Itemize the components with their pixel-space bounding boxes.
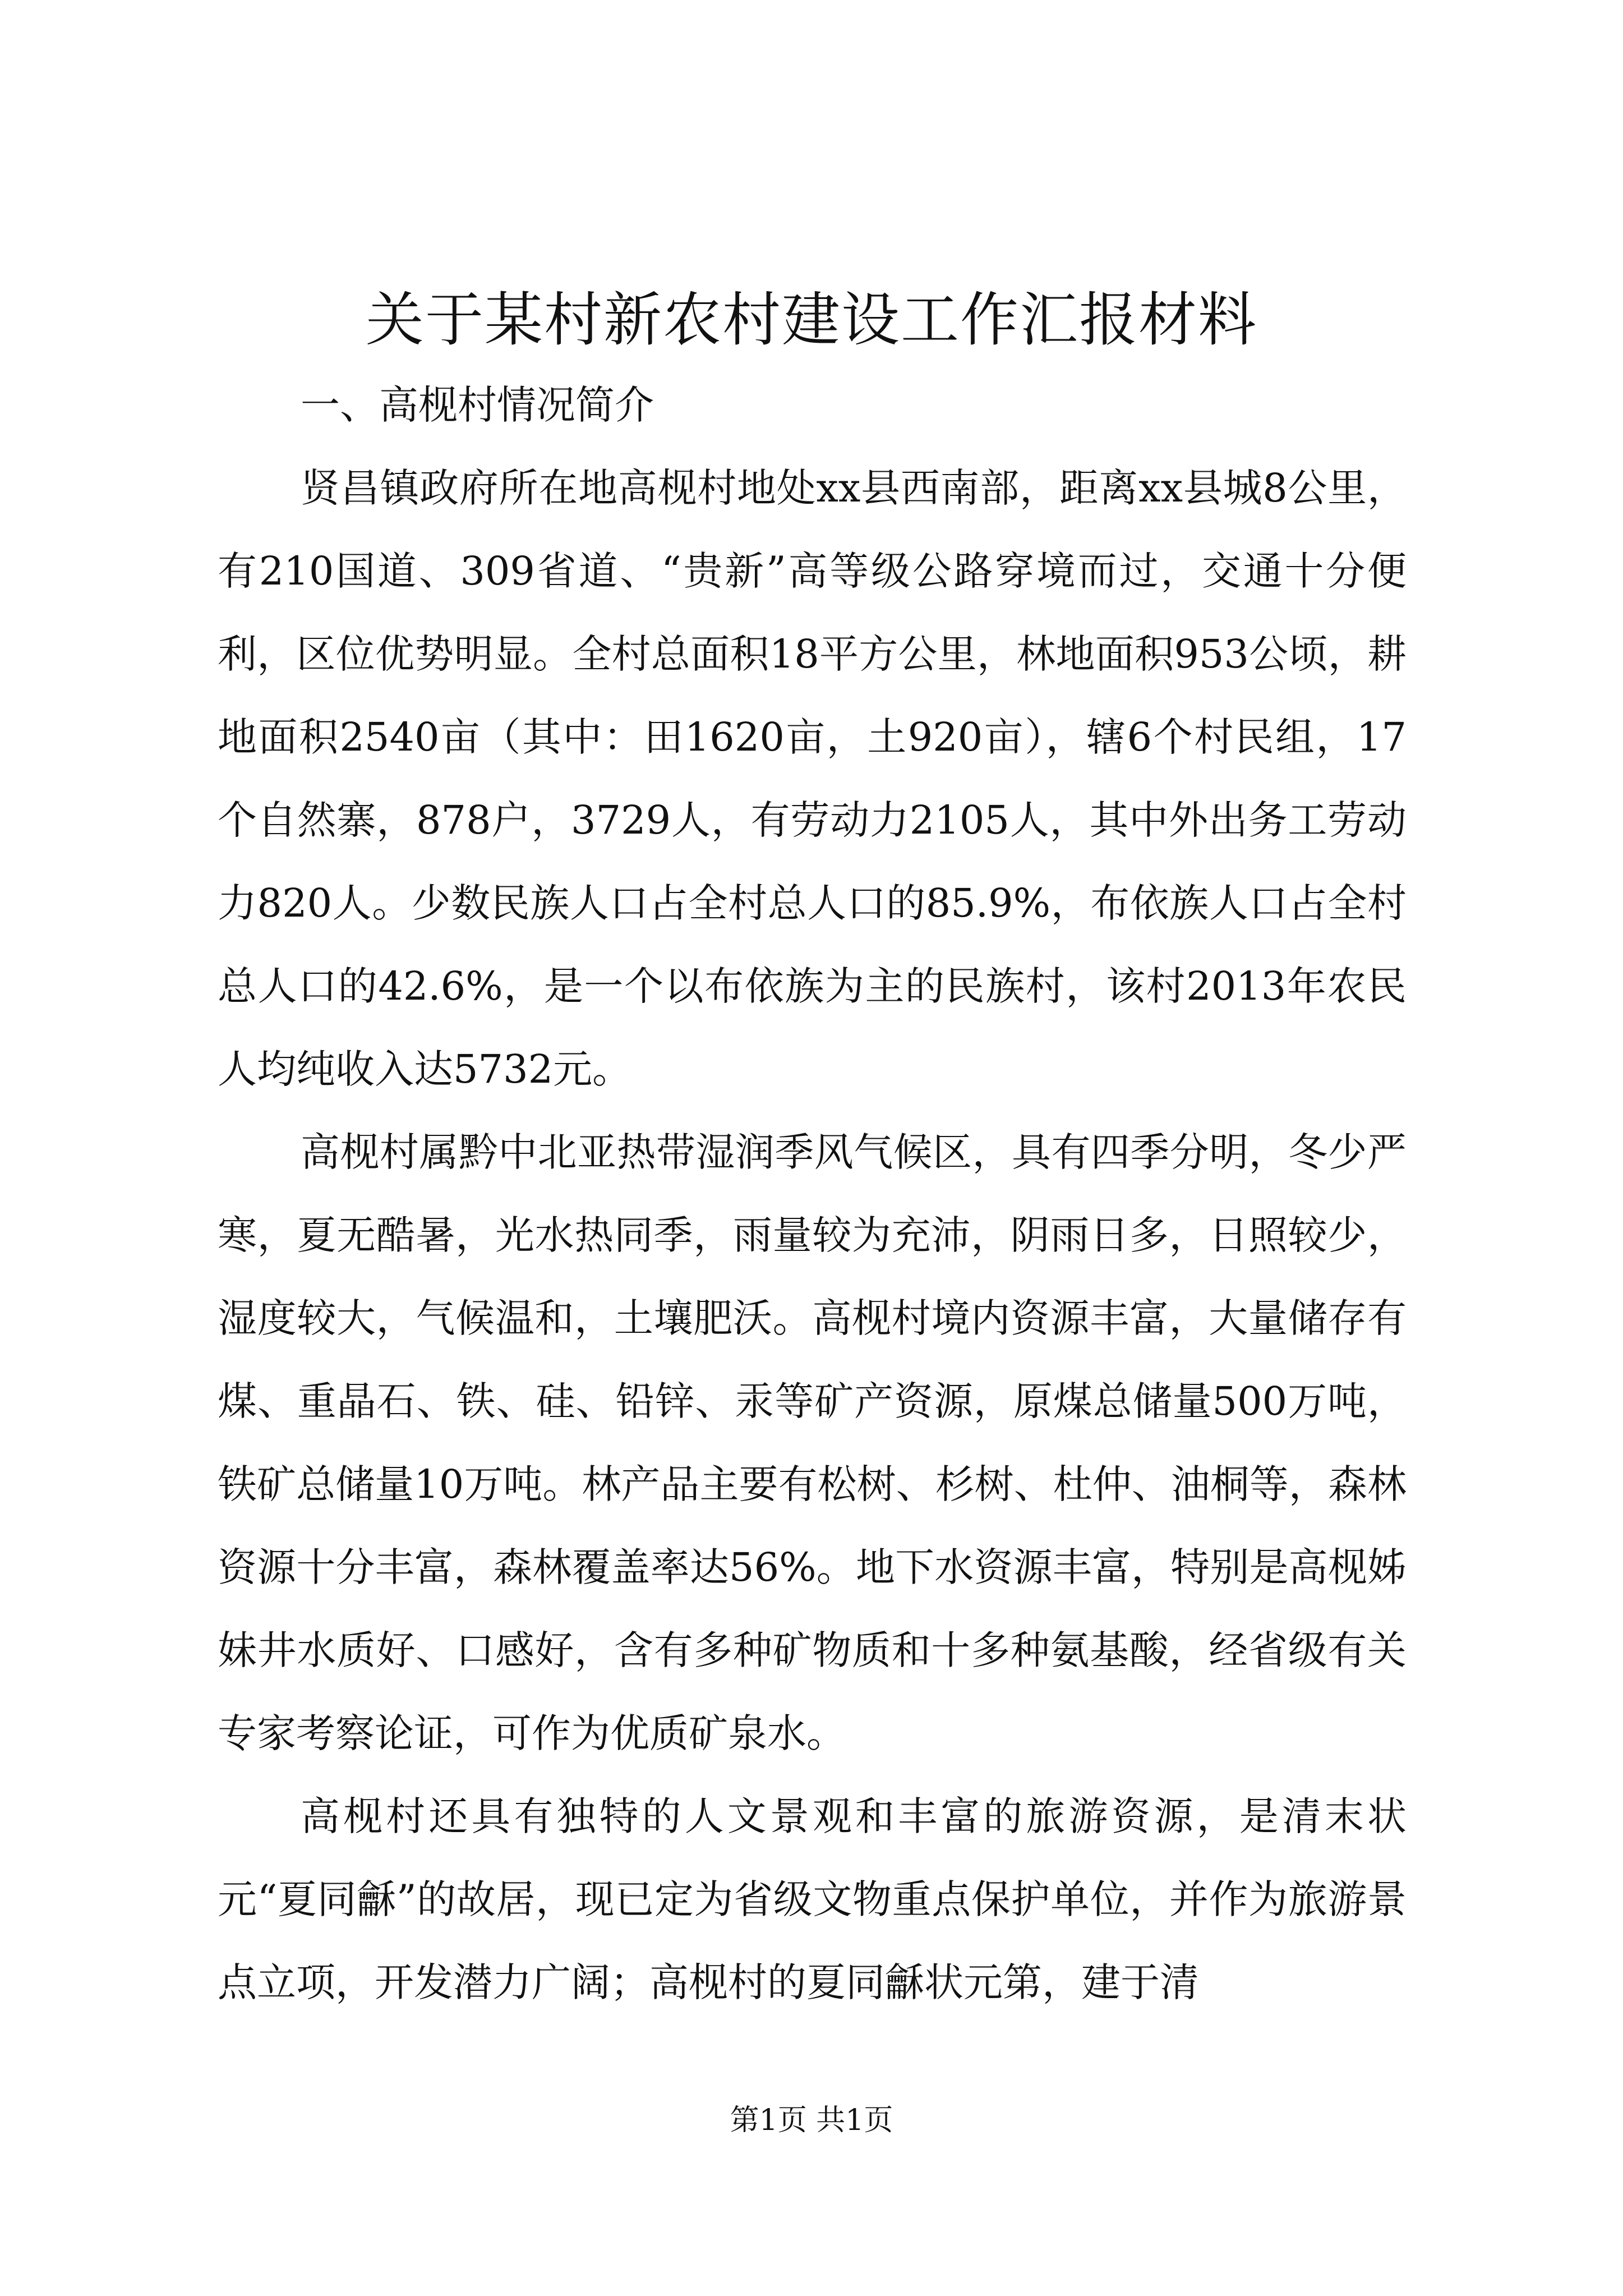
- document-title: 关于某村新农村建设工作汇报材料: [365, 286, 1257, 354]
- page-footer: 第1页 共1页: [730, 2104, 893, 2137]
- body-paragraph: 高枧村属黔中北亚热带湿润季风气候区，具有四季分明，冬少严寒，夏无酷暑，光水热同季，雨量较为充沛，阴雨日多，日照较少，湿度较大，气候温和，土壤肥沃。高枧村境内资源丰富，大量储存有煤、重晶石、铁、硅、铅锌、汞等矿产资源，原煤总储量500万吨，铁矿总储量10万吨。林产品主要有松树、杉树、杜仲、油桐等，森林资源十分丰富，森林覆盖率达56%。地下水资源丰富，特别是高枧姊妹井水质好、口感好，含有多种矿物质和十多种氨基酸，经省级有关专家考察论证，可作为优质矿泉水。: [218, 1129, 1407, 1756]
- body-paragraph: 高枧村还具有独特的人文景观和丰富的旅游资源，是清末状元“夏同龢”的故居，现已定为省级文物重点保护单位，并作为旅游景点立项，开发潜力广阔；高枧村的夏同龢状元第，建于清: [218, 1793, 1407, 2005]
- body-paragraph: 贤昌镇政府所在地高枧村地处xx县西南部，距离xx县城8公里，有210国道、309省道、“贵新”高等级公路穿境而过，交通十分便利，区位优势明显。全村总面积18平方公里，林地面积953公顷，耕地面积2540亩（其中：田1620亩，土920亩），辖6个村民组，17个自然寨，878户，3729人，有劳动力2105人，其中外出务工劳动力820人。少数民族人口占全村总人口的85.9%，布依族人口占全村总人口的42.6%，是一个以布依族为主的民族村，该村2013年农民人均纯收入达5732元。: [218, 465, 1407, 1092]
- section-heading: 一、高枧村情况简介: [301, 382, 654, 428]
- document-body: [218, 364, 1407, 2024]
